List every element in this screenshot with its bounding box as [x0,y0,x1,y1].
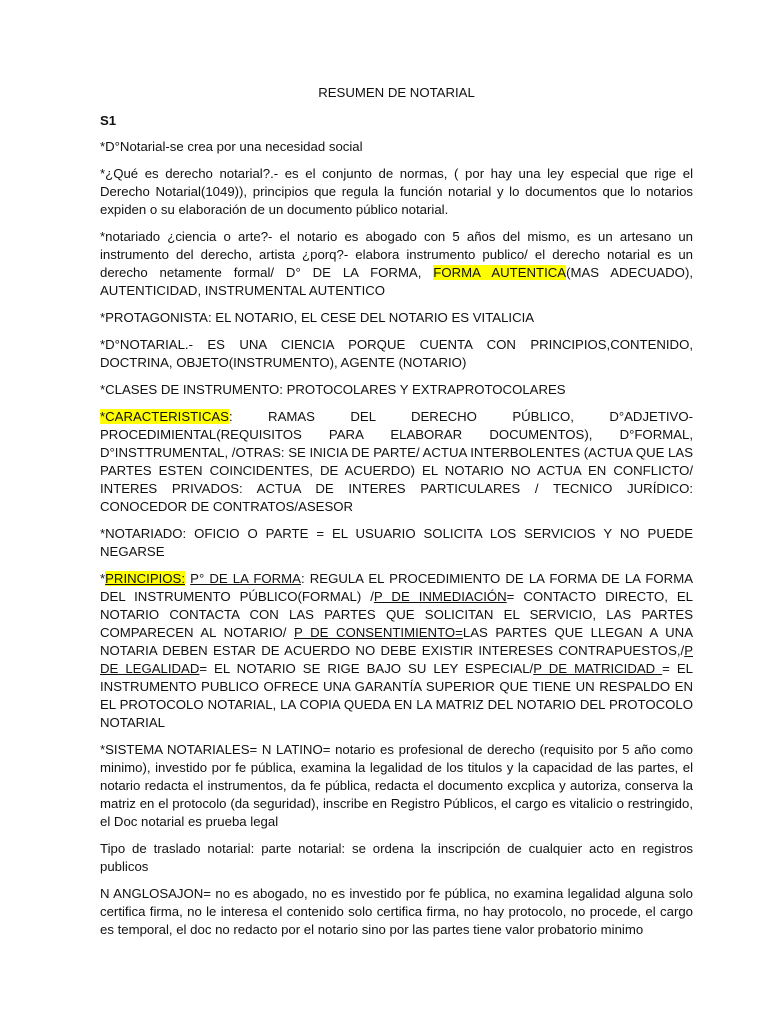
highlighted-text: *CARACTERISTICAS [100,409,229,424]
text-run: : RAMAS DEL DERECHO PÚBLICO, D°ADJETIVO-PROCEDIMIENTAL(REQUISITOS PARA ELABORAR DOCUMENTOS), D°FORMAL, D°INSTTRUMENTAL, /OTRAS: SE INICIA DE PARTE/ ACTUA INTERBOLENTES (ACTUA QUE LAS PARTES ESTEN COINCIDENTES, DE ACUERDO) EL NOTARIO NO ACTUA EN CONFLICTO/ INTERES PRIVADOS: ACTUA DE INTERES PARTICULARES / TECNICO JURÍDICO: CONOCEDOR DE CONTRATOS/ASESOR [100,409,693,514]
underlined-text: P DE MATRICIDAD [533,661,663,676]
paragraph-notariado: *NOTARIADO: OFICIO O PARTE = EL USUARIO SOLICITA LOS SERVICIOS Y NO PUEDE NEGARSE [100,526,693,559]
paragraph-principios [100,570,693,732]
underlined-text: P° DE LA FORMA [190,571,301,586]
paragraph-ciencia-arte [100,228,693,300]
underlined-text: P DE INMEDIACIÓN [373,589,507,604]
paragraph-what-is: *¿Qué es derecho notarial?.- es el conjunto de normas, ( por hay una ley especial que rige el Derecho Notarial(1049)), principios que regula la función notarial y lo documentos que lo notarios expiden o su elaboración de un documento público notarial. [100,166,693,217]
paragraph-dnotarial: *D°NOTARIAL.- ES UNA CIENCIA PORQUE CUENTA CON PRINCIPIOS,CONTENIDO, DOCTRINA, OBJETO(INSTRUMENTO), AGENTE (NOTARIO) [100,337,693,370]
paragraph-traslado: Tipo de traslado notarial: parte notarial: se ordena la inscripción de cualquier acto en registros publicos [100,841,693,874]
text-run: = EL NOTARIO SE RIGE BAJO SU LEY ESPECIAL/ [199,661,534,676]
underlined-text: P DE LEGALIDAD [100,643,693,676]
text-run: = EL INSTRUMENTO PUBLICO OFRECE UNA GARANTÍA SUPERIOR QUE TIENE UN RESPALDO EN EL PROTOCOLO NOTARIAL, LA COPIA QUEDA EN LA MATRIZ DEL NOTARIO DEL PROTOCOLO NOTARIAL [100,661,694,730]
underlined-text: P DE CONSENTIMIENTO= [293,625,463,640]
paragraph-clases: *CLASES DE INSTRUMENTO: PROTOCOLARES Y EXTRAPROTOCOLARES [100,382,566,397]
highlighted-text: PRINCIPIOS: [105,571,186,586]
paragraph-sistema-latino: *SISTEMA NOTARIALES= N LATINO= notario es profesional de derecho (requisito por 5 año como minimo), investido por fe pública, examina la legalidad de los titulos y la capacidad de las partes, el notario redacta el instrumentos, da fe pública, redacta el documento excplica y autoriza, conserva la matriz en el protocolo (da seguridad), inscribe en Registro Públicos, el cargo es vitalicio o restringido, el Doc notarial es prueba legal [100,742,693,829]
paragraph-definition: *D°Notarial-se crea por una necesidad social [100,139,363,154]
paragraph-protagonista: *PROTAGONISTA: EL NOTARIO, EL CESE DEL NOTARIO ES VITALICIA [100,310,535,325]
paragraph-anglosajon: N ANGLOSAJON= no es abogado, no es investido por fe pública, no examina legalidad alguna solo certifica firma, no le interesa el contenido solo certifica firma, no hay protocolo, no procede, el cargo es temporal, el doc no redacto por el notario sino por las partes tiene valor probatorio minimo [100,886,693,937]
text-run: * [100,571,106,586]
text-run: (MAS ADECUADO), AUTENTICIDAD, INSTRUMENTAL AUTENTICO [100,265,694,298]
text-run: = CONTACTO DIRECTO, EL NOTARIO CONTACTA CON LAS PARTES QUE SOLICITAN EL SERVICIO, LAS PARTES COMPARECEN AL NOTARIO/ [100,589,694,640]
text-run: LAS PARTES QUE LLEGAN A UNA NOTARIA DEBEN ESTAR DE ACUERDO NO DEBE EXISTIR INTERESES CONTRAPUESTOS,/ [100,625,693,658]
text-run: : REGULA EL PROCEDIMIENTO DE LA FORMA DE LA FORMA DEL INSTRUMENTO PÚBLICO(FORMAL) / [100,571,693,604]
document-title: RESUMEN DE NOTARIAL [318,85,475,100]
highlighted-text: FORMA AUTENTICA [433,265,567,280]
paragraph-caracteristicas [100,408,693,516]
document-body [100,84,693,948]
section-heading: S1 [100,113,117,128]
text-run: *notariado ¿ciencia o arte?- el notario es abogado con 5 años del mismo, es un artesano un instrumento del derecho, artista ¿porq?- elabora instrumento publico/ el derecho notarial es un derecho netamente formal/ D° DE LA FORMA, [100,229,693,280]
